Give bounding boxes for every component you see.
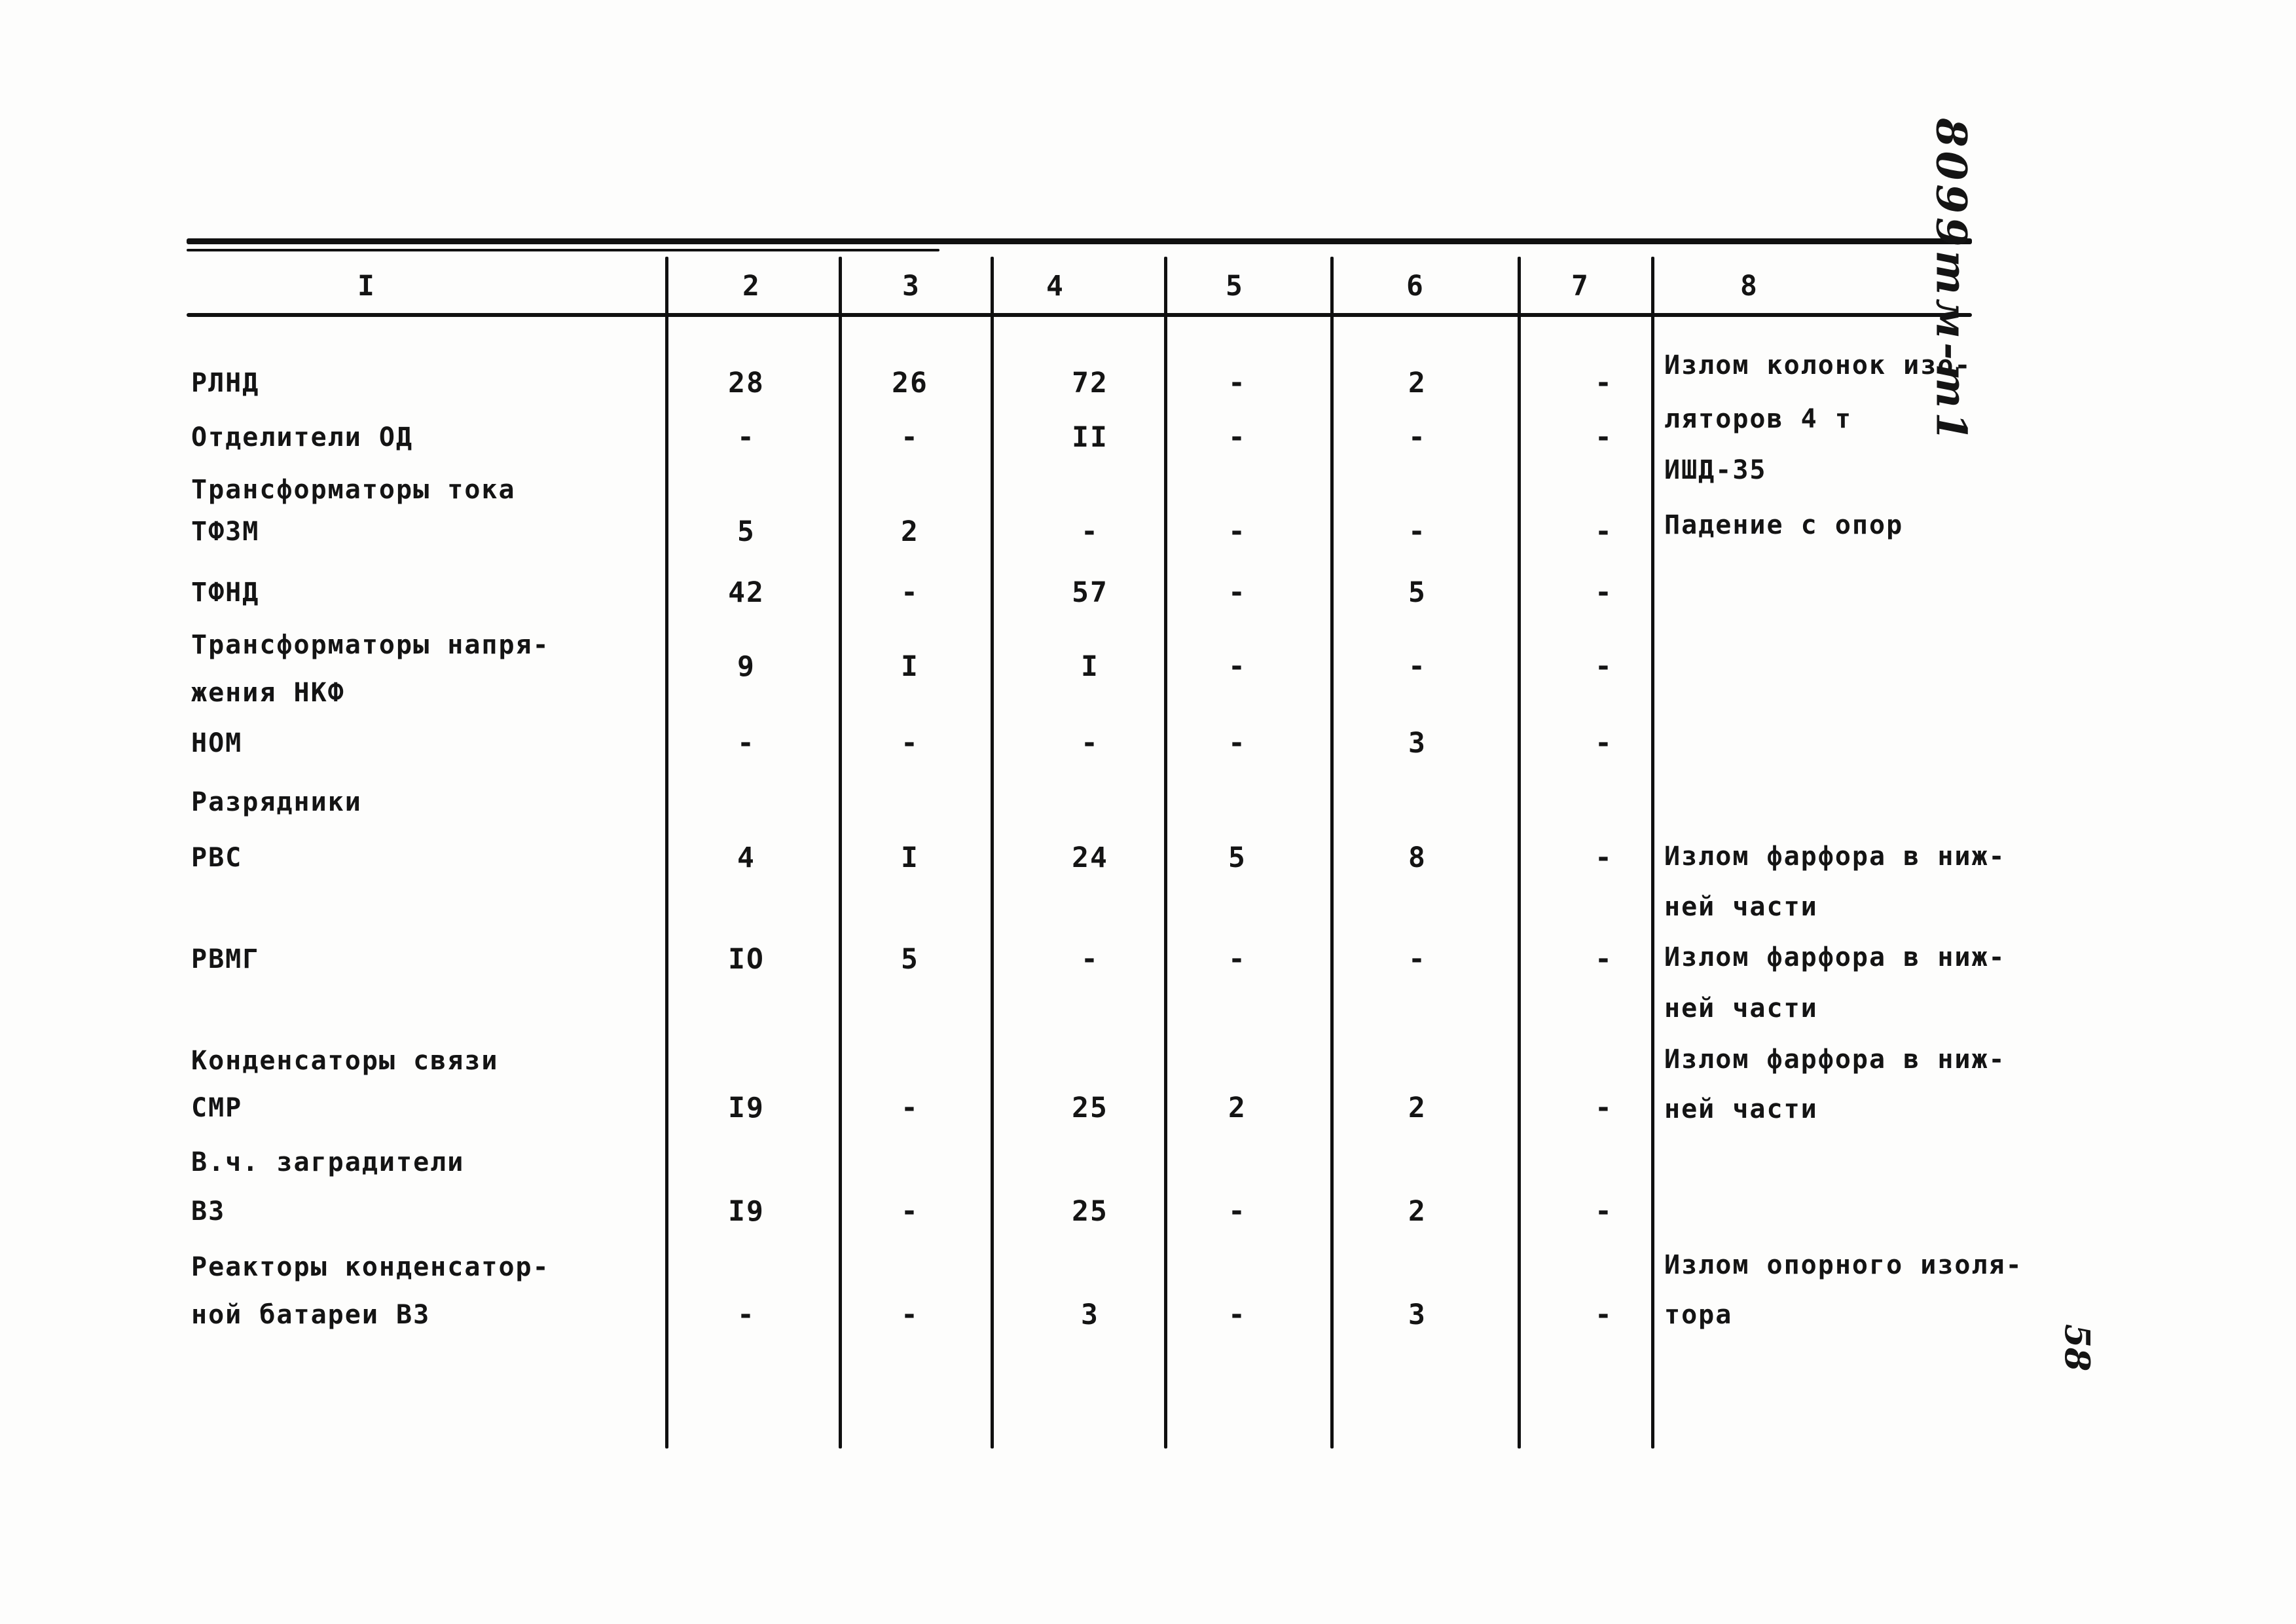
row-label: Трансформаторы тока [191, 475, 516, 505]
row-label: В.ч. заградители [191, 1147, 465, 1177]
cell-value: 5 [901, 943, 919, 976]
cell-value: - [1408, 943, 1427, 976]
cell-value: - [1408, 421, 1427, 454]
cell-value: 2 [1228, 1092, 1247, 1124]
row-label: Трансформаторы напря- [191, 630, 550, 660]
cell-value: 25 [1072, 1195, 1108, 1228]
cell-value: - [1595, 841, 1613, 874]
row-label: ТФЗМ [191, 517, 260, 547]
cell-value: - [1595, 1092, 1613, 1124]
row-note: ней части [1664, 993, 1818, 1024]
cell-value: - [1228, 943, 1247, 976]
cell-value: I [901, 841, 919, 874]
cell-value: 2 [1408, 367, 1427, 399]
cell-value: - [1228, 1195, 1247, 1228]
cell-value: - [737, 1299, 756, 1331]
cell-value: I9 [728, 1092, 765, 1124]
row-note: Излом колонок изо- [1664, 350, 1972, 380]
cell-value: 8 [1408, 841, 1427, 874]
row-note: тора [1664, 1300, 1733, 1330]
row-label: Конденсаторы связи [191, 1046, 499, 1076]
cell-value: - [1595, 727, 1613, 760]
table-column-line [839, 257, 842, 1449]
row-note: ней части [1664, 1094, 1818, 1124]
cell-value: - [1595, 515, 1613, 548]
table-column-line [1330, 257, 1334, 1449]
cell-value: 24 [1072, 841, 1108, 874]
cell-value: - [1408, 650, 1427, 683]
cell-value: - [1228, 515, 1247, 548]
cell-value: - [1228, 576, 1247, 609]
column-header: 8 [1740, 270, 1758, 303]
row-label: Реакторы конденсатор- [191, 1252, 550, 1282]
cell-value: II [1072, 421, 1108, 454]
document-code-vertical-label: 8099тм-т1 [1926, 118, 1976, 445]
cell-value: 57 [1072, 576, 1108, 609]
cell-value: 25 [1072, 1092, 1108, 1124]
row-label: Разрядники [191, 787, 362, 817]
cell-value: 5 [1408, 576, 1427, 609]
cell-value: - [901, 1299, 919, 1331]
cell-value: 5 [1228, 841, 1247, 874]
row-label: ной батареи ВЗ [191, 1300, 431, 1330]
cell-value: - [901, 727, 919, 760]
cell-value: 2 [1408, 1092, 1427, 1124]
cell-value: 3 [1408, 727, 1427, 760]
table-horizontal-rule [187, 249, 939, 251]
cell-value: 28 [728, 367, 765, 399]
row-note: Излом фарфора в ниж- [1664, 1044, 2006, 1075]
cell-value: - [1595, 421, 1613, 454]
page-number: 58 [2056, 1323, 2097, 1372]
row-label: Отделители ОД [191, 422, 414, 452]
row-label: РВС [191, 843, 243, 873]
cell-value: - [901, 1195, 919, 1228]
row-label: РЛНД [191, 368, 260, 398]
row-label: СМР [191, 1093, 243, 1123]
cell-value: 2 [901, 515, 919, 548]
row-note: ляторов 4 т [1664, 404, 1852, 434]
table-column-line [1518, 257, 1521, 1449]
cell-value: 5 [737, 515, 756, 548]
column-header: 3 [902, 270, 920, 303]
cell-value: - [1408, 515, 1427, 548]
row-note: Излом фарфора в ниж- [1664, 942, 2006, 972]
cell-value: - [1081, 943, 1099, 976]
cell-value: - [1081, 727, 1099, 760]
row-note: ИШД-35 [1664, 455, 1767, 485]
cell-value: 26 [892, 367, 928, 399]
column-header: 5 [1226, 270, 1244, 303]
cell-value: - [1081, 515, 1099, 548]
cell-value: 42 [728, 576, 765, 609]
column-header: 4 [1046, 270, 1065, 303]
row-note: Излом опорного изоля- [1664, 1250, 2023, 1280]
cell-value: 3 [1408, 1299, 1427, 1331]
column-header: 7 [1571, 270, 1590, 303]
cell-value: 2 [1408, 1195, 1427, 1228]
cell-value: I9 [728, 1195, 765, 1228]
cell-value: I [901, 650, 919, 683]
row-label: ВЗ [191, 1196, 226, 1227]
cell-value: 3 [1081, 1299, 1099, 1331]
cell-value: - [1228, 727, 1247, 760]
column-header: 6 [1406, 270, 1425, 303]
cell-value: - [1595, 943, 1613, 976]
cell-value: - [737, 421, 756, 454]
row-label: жения НКФ [191, 678, 345, 708]
column-header: I [357, 270, 376, 303]
cell-value: - [1228, 421, 1247, 454]
cell-value: - [1595, 650, 1613, 683]
table-horizontal-rule [187, 238, 1972, 244]
table-column-line [1651, 257, 1654, 1449]
column-header: 2 [742, 270, 761, 303]
cell-value: IO [728, 943, 765, 976]
row-label: ТФНД [191, 578, 260, 608]
cell-value: 4 [737, 841, 756, 874]
table-column-line [991, 257, 994, 1449]
row-label: НОМ [191, 728, 243, 758]
cell-value: 9 [737, 650, 756, 683]
cell-value: - [901, 421, 919, 454]
cell-value: - [1228, 367, 1247, 399]
row-note: Падение с опор [1664, 510, 1904, 540]
cell-value: - [737, 727, 756, 760]
cell-value: - [1595, 1299, 1613, 1331]
cell-value: - [1595, 367, 1613, 399]
cell-value: - [1595, 1195, 1613, 1228]
table-column-line [665, 257, 668, 1449]
cell-value: - [901, 576, 919, 609]
cell-value: - [901, 1092, 919, 1124]
table-column-line [1164, 257, 1167, 1449]
row-note: ней части [1664, 892, 1818, 922]
row-label: РВМГ [191, 944, 260, 974]
cell-value: - [1595, 576, 1613, 609]
cell-value: - [1228, 1299, 1247, 1331]
cell-value: 72 [1072, 367, 1108, 399]
cell-value: I [1081, 650, 1099, 683]
row-note: Излом фарфора в ниж- [1664, 841, 2006, 872]
cell-value: - [1228, 650, 1247, 683]
table-horizontal-rule [187, 313, 1972, 317]
